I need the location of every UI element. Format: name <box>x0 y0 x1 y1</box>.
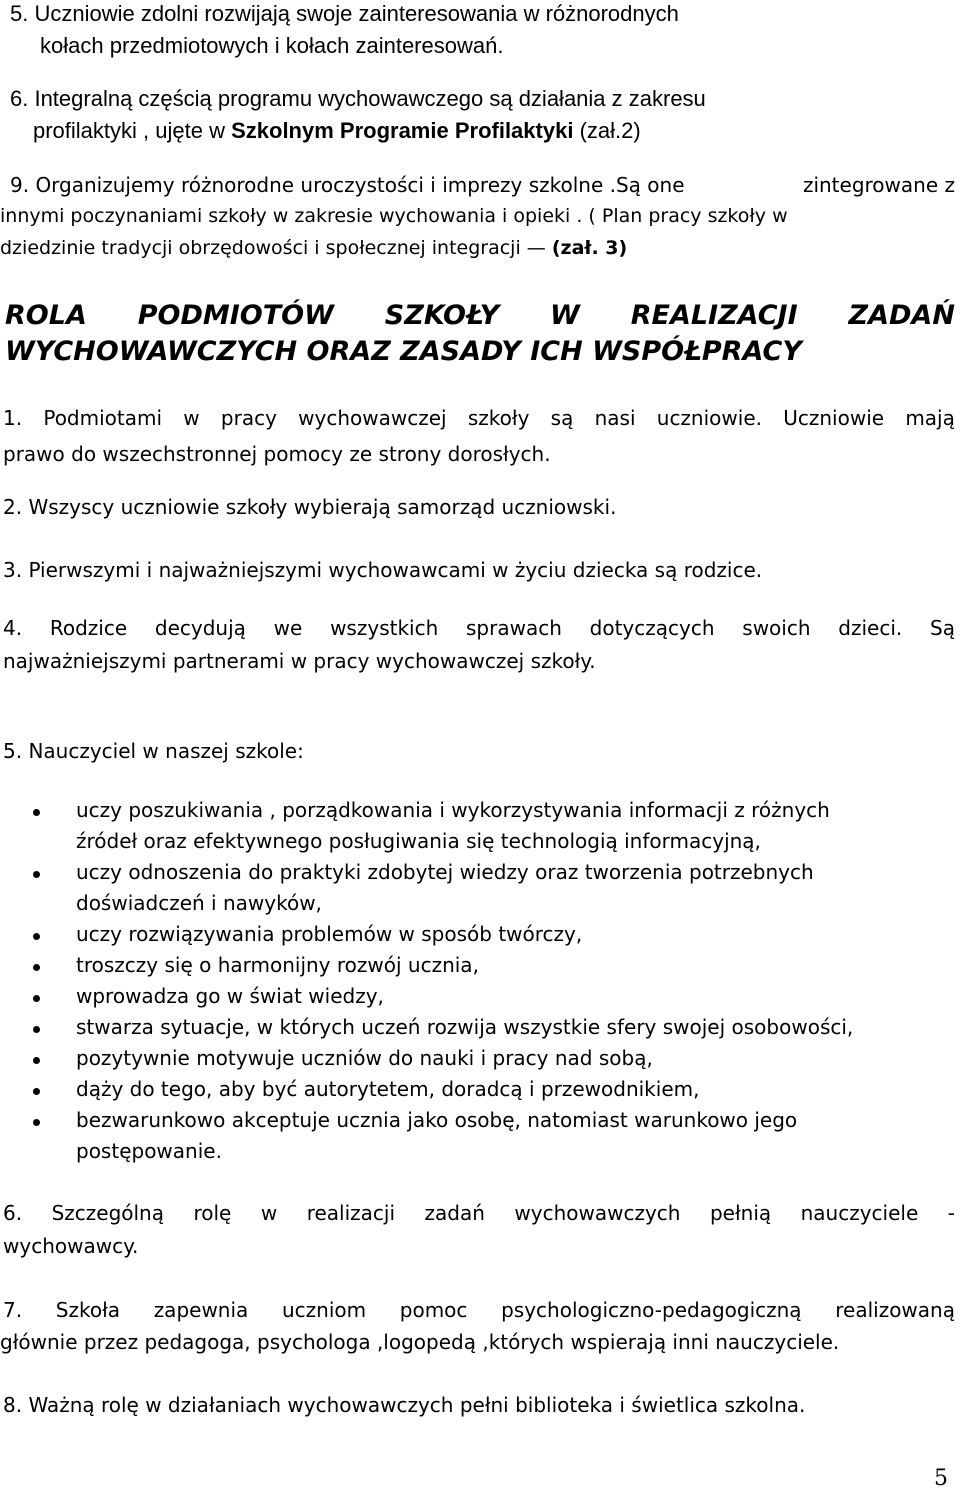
para-5-intro: 5. Nauczyciel w naszej szkole: <box>3 739 304 763</box>
item-5-line-1: 5. Uczniowie zdolni rozwijają swoje zainteresowania w różnorodnych <box>10 1 679 26</box>
word: nasi <box>594 406 636 430</box>
word: wszystkich <box>330 616 439 640</box>
bullet-icon <box>33 871 40 878</box>
para-4-line-1 <box>3 618 955 638</box>
page-number: 5 <box>934 1466 948 1491</box>
para-3: 3. Pierwszymi i najważniejszymi wychowawcami w życiu dziecka są rodzice. <box>3 558 763 582</box>
list-item-4: troszczy się o harmonijny rozwój ucznia, <box>76 953 479 977</box>
word: - <box>947 1201 955 1225</box>
para-1-line-1 <box>3 408 955 428</box>
item-9-line-1 <box>10 175 955 195</box>
list-item-1-line-1 <box>76 800 955 820</box>
para-6-line-2: wychowawcy. <box>3 1234 139 1258</box>
item-9-line-2: innymi poczynaniami szkoły w zakresie wychowania i opieki . ( Plan pracy szkoły w <box>0 205 788 227</box>
bullet-icon <box>33 1057 40 1064</box>
word: uczniom <box>281 1298 367 1322</box>
list-item-2-line-1: uczy odnoszenia do praktyki zdobytej wiedzy oraz tworzenia potrzebnych <box>76 860 814 884</box>
list-item-text: uczy poszukiwania , porządkowania i wykorzystywania informacji z różnych <box>76 798 830 822</box>
heading-word: REALIZACJI <box>630 300 798 331</box>
word: uczniowie. <box>656 406 762 430</box>
word: 4. <box>3 616 23 640</box>
word: mają <box>905 406 955 430</box>
word: swoich <box>742 616 811 640</box>
list-item-2-line-2: doświadczeń i nawyków, <box>76 891 322 915</box>
word: Rodzice <box>49 616 128 640</box>
word: są <box>550 406 574 430</box>
word: 7. <box>3 1298 23 1322</box>
word: w <box>183 406 200 430</box>
para-1-line-2: prawo do wszechstronnej pomocy ze strony dorosłych. <box>3 442 551 466</box>
bullet-icon <box>33 1119 40 1126</box>
item-9-text-left: 9. Organizujemy różnorodne uroczystości i imprezy szkolne .Są one <box>10 173 685 197</box>
list-item-7: pozytywnie motywuje uczniów do nauki i pracy nad sobą, <box>76 1046 653 1070</box>
heading-word: ROLA <box>5 300 87 331</box>
list-item-1-line-2: źródeł oraz efektywnego posługiwania się technologią informacyjną, <box>76 829 761 853</box>
para-7-line-1 <box>3 1300 955 1320</box>
para-6-line-1 <box>3 1203 955 1223</box>
bullet-icon <box>33 964 40 971</box>
list-item-6: stwarza sytuacje, w których uczeń rozwija wszystkie sfery swojej osobowości, <box>76 1015 854 1039</box>
list-item-3: uczy rozwiązywania problemów w sposób twórczy, <box>76 922 583 946</box>
word: realizowaną <box>835 1298 955 1322</box>
word: zadań <box>424 1201 485 1225</box>
list-item-5: wprowadza go w świat wiedzy, <box>76 984 384 1008</box>
word: 1. <box>3 406 23 430</box>
bullet-icon <box>33 933 40 940</box>
word: decydują <box>154 616 246 640</box>
word: pełnią <box>709 1201 772 1225</box>
list-item-9-line-2: postępowanie. <box>76 1139 222 1163</box>
bullet-icon <box>33 809 40 816</box>
heading-word: SZKOŁY <box>384 300 500 331</box>
word: rolę <box>193 1201 232 1225</box>
word: nauczyciele <box>800 1201 919 1225</box>
dash: — <box>526 237 546 259</box>
word: dotyczących <box>589 616 715 640</box>
item-5-line-2: kołach przedmiotowych i kołach zainteresowań. <box>40 33 504 58</box>
list-item-9-line-1: bezwarunkowo akceptuje ucznia jako osobę, natomiast warunkowo jego <box>76 1108 798 1132</box>
heading-word: W <box>550 300 580 331</box>
list-item-8: dąży do tego, aby być autorytetem, doradcą i przewodnikiem, <box>76 1077 700 1101</box>
bullet-icon <box>33 1026 40 1033</box>
word: Są <box>930 616 955 640</box>
word: 6. <box>3 1201 23 1225</box>
word: we <box>273 616 303 640</box>
para-2: 2. Wszyscy uczniowie szkoły wybierają samorząd uczniowski. <box>3 495 617 519</box>
word: pracy <box>220 406 277 430</box>
para-7-line-2: głównie przez pedagoga, psychologa ,logopedą ,których wspierają inni nauczyciele. <box>0 1330 840 1354</box>
item-9-line-3 <box>0 239 627 258</box>
word: Szkoła <box>55 1298 121 1322</box>
item-6-line-1: 6. Integralną częścią programu wychowawczego są działania z zakresu <box>10 86 706 111</box>
heading-word: ZADAŃ <box>848 300 955 331</box>
word: pomoc <box>399 1298 468 1322</box>
word: w <box>260 1201 278 1225</box>
word: szkoły <box>467 406 530 430</box>
word: psychologiczno-pedagogiczną <box>501 1298 802 1322</box>
item-6-text: profilaktyki , ujęte w <box>33 118 225 143</box>
item-6-line-2 <box>33 120 641 142</box>
heading-word: PODMIOTÓW <box>137 300 334 331</box>
word: Szczególną <box>51 1201 164 1225</box>
section-heading-line-1 <box>5 302 955 329</box>
program-name: Szkolnym Programie Profilaktyki <box>231 118 574 143</box>
bullet-icon <box>33 1088 40 1095</box>
attachment-ref: (zał.2) <box>579 118 641 143</box>
item-9-text-right: zintegrowane z <box>802 173 955 197</box>
para-4-line-2: najważniejszymi partnerami w pracy wychowawczej szkoły. <box>3 649 596 673</box>
word: dzieci. <box>838 616 903 640</box>
item-9-line-3-text: dziedzinie tradycji obrzędowości i społecznej integracji <box>0 237 521 259</box>
word: wychowawczej <box>298 406 447 430</box>
word: zapewnia <box>153 1298 249 1322</box>
word: wychowawczych <box>514 1201 681 1225</box>
section-heading-line-2: WYCHOWAWCZYCH ORAZ ZASADY ICH WSPÓŁPRACY <box>5 336 802 367</box>
word: Uczniowie <box>783 406 885 430</box>
bullet-icon <box>33 995 40 1002</box>
word: Podmiotami <box>43 406 163 430</box>
word: realizacji <box>306 1201 396 1225</box>
word: sprawach <box>466 616 562 640</box>
attachment-ref-3: (zał. 3) <box>551 237 628 259</box>
para-8: 8. Ważną rolę w działaniach wychowawczych pełni biblioteka i świetlica szkolna. <box>3 1393 806 1417</box>
